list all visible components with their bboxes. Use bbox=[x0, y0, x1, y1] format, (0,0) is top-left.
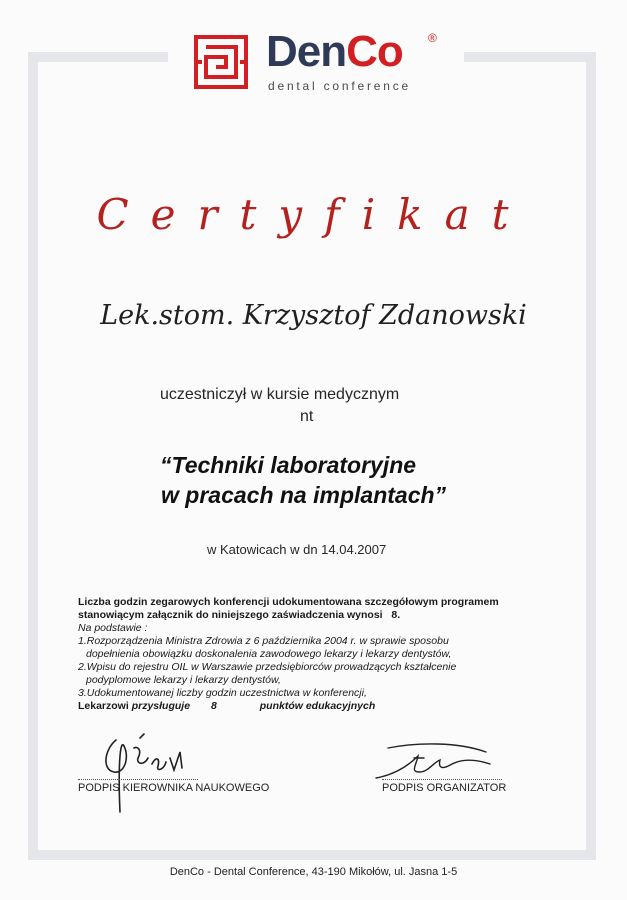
participation-nt: nt bbox=[300, 408, 314, 425]
basis-item-3: 3.Udokumentowanej liczby godzin uczestnictwa w konferencji, bbox=[78, 687, 367, 699]
certificate-details bbox=[78, 596, 578, 713]
signature-line-right bbox=[382, 779, 502, 780]
signature-label-organizer: PODPIS ORGANIZATOR bbox=[382, 782, 507, 794]
footer-address: DenCo - Dental Conference, 43-190 Mikołów, ul. Jasna 1-5 bbox=[169, 866, 458, 878]
participation-text: uczestniczył w kursie medycznym bbox=[160, 386, 400, 403]
hours-line-2 bbox=[78, 609, 578, 622]
points-suffix: punktów edukacyjnych bbox=[259, 700, 376, 712]
basis-item-2-cont: podyplomowe lekarzy i lekarzy dentystów, bbox=[86, 674, 281, 686]
course-title-line-1: “Techniki laboratoryjne bbox=[160, 452, 417, 478]
signature-line-left bbox=[78, 779, 198, 780]
points-value: 8 bbox=[210, 700, 217, 712]
recipient-name: Lek.stom. Krzysztof Zdanowski bbox=[100, 300, 527, 331]
basis-item-2: 2.Wpisu do rejestru OIL w Warszawie przedsiębiorców prowadzących kształcenie bbox=[78, 661, 457, 673]
course-title-line-2: w pracach na implantach” bbox=[161, 482, 447, 508]
logo-wordmark bbox=[266, 27, 403, 76]
points-prefix: Lekarzowi bbox=[78, 700, 129, 712]
signature-organizer-icon bbox=[368, 738, 498, 788]
hours-line-1: Liczba godzin zegarowych konferencji udokumentowana szczegółowym programem bbox=[78, 596, 499, 608]
logo-co: Co bbox=[346, 27, 403, 76]
logo-tagline: dental conference bbox=[268, 79, 412, 93]
certificate-title: Certyfikat bbox=[96, 190, 531, 239]
signature-label-scientific-director: PODPIS KIEROWNIKA NAUKOWEGO bbox=[78, 782, 270, 794]
points-verb: przysługuje bbox=[131, 700, 191, 712]
hours-value: 8. bbox=[391, 609, 401, 621]
points-line bbox=[78, 700, 578, 713]
basis-item-1: 1.Rozporządzenia Ministra Zdrowia z 6 października 2004 r. w sprawie sposobu bbox=[78, 635, 449, 647]
basis-label: Na podstawie : bbox=[78, 622, 148, 634]
registered-mark: ® bbox=[428, 31, 437, 45]
event-date: w Katowicach w dn 14.04.2007 bbox=[207, 542, 387, 557]
basis-item-1-cont: dopełnienia obowiązku doskonalenia zawodowego lekarzy i lekarzy dentystów, bbox=[86, 648, 452, 660]
signature-scientific-director-icon bbox=[94, 728, 204, 818]
logo-den: Den bbox=[266, 27, 347, 76]
hours-text: stanowiącym załącznik do niniejszego zaświadczenia wynosi bbox=[78, 609, 383, 621]
